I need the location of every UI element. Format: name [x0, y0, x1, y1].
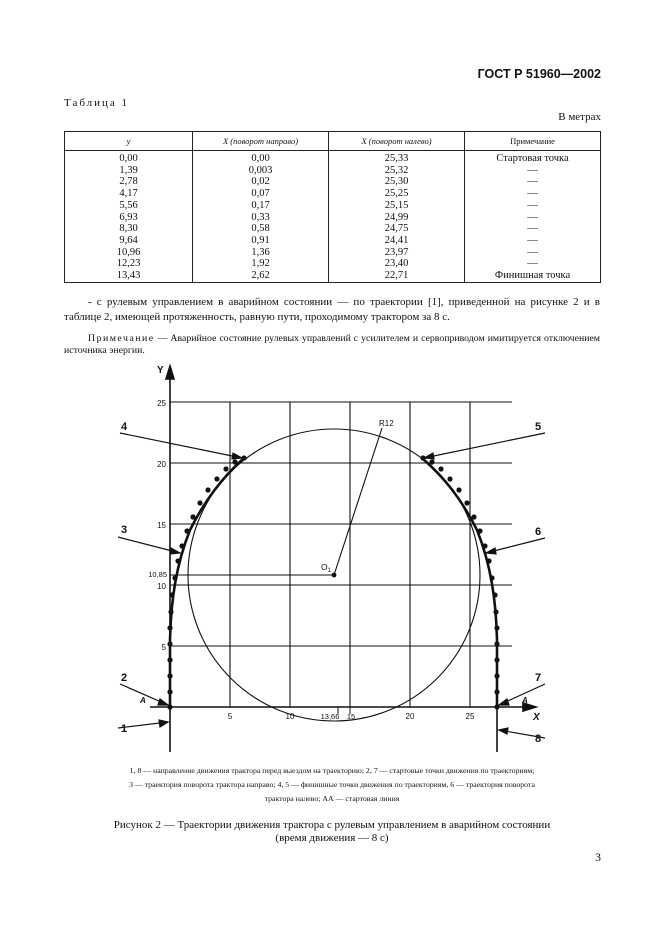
table-cell: 25,32	[329, 165, 465, 177]
callout-arrow-5	[424, 453, 434, 459]
table-cell: 10,96	[65, 247, 193, 259]
table-cell: 0,00	[193, 151, 329, 165]
table-cell: 25,15	[329, 200, 465, 212]
caption-line-1: Рисунок 2 — Траектории движения трактора с рулевым управлением в аварийном состоянии	[113, 819, 551, 831]
table-cell: —	[465, 247, 601, 259]
callout-2: 2	[121, 672, 128, 684]
table-cell: 13,43	[65, 270, 193, 282]
figure-caption	[64, 819, 600, 845]
trajectory-dot	[172, 575, 177, 580]
callout-arrow-4	[232, 453, 242, 459]
trajectory-dot	[167, 673, 172, 678]
radius-label: R12	[379, 419, 394, 428]
trajectory-dot	[429, 459, 434, 464]
legend-line-1: 1, 8 — направление движения трактора перед выездом на траекторию; 2, 7 — стартовые точки движения по траекториям;	[129, 766, 535, 775]
callout-arrow-8	[499, 728, 508, 734]
trajectory-dot	[464, 500, 469, 505]
trajectory-dot	[482, 543, 487, 548]
table-cell: 25,33	[329, 151, 465, 165]
table-cell: 0,00	[65, 151, 193, 165]
table-cell: 24,41	[329, 235, 465, 247]
trajectory-dot	[223, 466, 228, 471]
radius-line	[334, 428, 382, 575]
callout-6: 6	[535, 526, 542, 538]
callout-arrow-7	[499, 699, 509, 705]
legend-line-3: трактора налево; АА — стартовая линия	[264, 794, 400, 803]
trajectory-dot	[438, 466, 443, 471]
trajectory-dot	[493, 609, 498, 614]
trajectory-dot	[184, 528, 189, 533]
trajectory-dot	[169, 592, 174, 597]
center-point	[332, 573, 337, 578]
header-x-right: X (поворот направо)	[193, 132, 329, 151]
trajectory-dot	[456, 487, 461, 492]
x-tick-label-5: 5	[227, 712, 233, 721]
note-label: Примечание	[88, 333, 155, 344]
callout-8: 8	[535, 733, 542, 745]
table-cell: 0,17	[193, 200, 329, 212]
caption-line-2: (время движения — 8 с)	[275, 832, 389, 844]
trajectory-dot	[494, 641, 499, 646]
trajectory-dot	[494, 689, 499, 694]
trajectory-dot	[489, 575, 494, 580]
trajectory-dot	[167, 625, 172, 630]
callout-arrow-1	[159, 720, 168, 727]
trajectory-dot	[167, 657, 172, 662]
callout-3: 3	[121, 524, 128, 536]
callout-4: 4	[121, 421, 128, 433]
callout-arrow-2	[158, 699, 168, 705]
units-note: В метрах	[558, 111, 601, 123]
table-cell: 0,003	[193, 165, 329, 177]
callout-5: 5	[535, 421, 542, 433]
trajectory-dot	[175, 558, 180, 563]
start-line-label-left: A	[140, 696, 146, 705]
trajectory-dot	[167, 641, 172, 646]
table-cell: —	[465, 176, 601, 188]
table-cell: 1,36	[193, 247, 329, 259]
table-cell: 23,97	[329, 247, 465, 259]
x-tick-label-15: 15	[346, 712, 356, 721]
table-cell: 23,40	[329, 258, 465, 270]
table-cell: 0,91	[193, 235, 329, 247]
table-cell: 0,07	[193, 188, 329, 200]
callout-1: 1	[121, 723, 128, 735]
y-tick-10-85: 10,85	[148, 570, 167, 579]
table-cell: 1,39	[65, 165, 193, 177]
table-cell: 8,30	[65, 223, 193, 235]
trajectory-dot	[447, 476, 452, 481]
trajectory-dot	[168, 609, 173, 614]
y-tick-15: 15	[157, 521, 166, 530]
y-axis-arrow	[166, 366, 174, 379]
trajectory-dot	[167, 689, 172, 694]
trajectory-dot	[494, 625, 499, 630]
header-note: Примечание	[465, 132, 601, 151]
x-axis-label: X	[533, 712, 540, 723]
document-code: ГОСТ Р 51960—2002	[477, 67, 601, 81]
table-cell: —	[465, 165, 601, 177]
callout-arrow-3	[170, 548, 180, 554]
trajectory-dot	[471, 514, 476, 519]
callout-arrow-6	[486, 548, 496, 554]
legend-line-2: 3 — траектория поворота трактора направо; 4, 5 — финишные точки движения по траекториям, 6 — траектория поворота	[129, 780, 535, 789]
trajectory-dots	[167, 455, 499, 709]
table-cell: 12,23	[65, 258, 193, 270]
table-cell: —	[465, 212, 601, 224]
table-cell: 25,30	[329, 176, 465, 188]
trajectory-dot	[492, 592, 497, 597]
table-cell: 2,78	[65, 176, 193, 188]
table-cell: 0,33	[193, 212, 329, 224]
y-tick-10: 10	[157, 582, 166, 591]
table-cell: 6,93	[65, 212, 193, 224]
table-cell: 22,71	[329, 270, 465, 282]
trajectory-dot	[190, 514, 195, 519]
figure-legend	[64, 764, 600, 806]
right-turn-trajectory	[170, 458, 244, 707]
trajectory-dot	[486, 558, 491, 563]
trajectory-dot	[197, 500, 202, 505]
table-cell: 1,92	[193, 258, 329, 270]
callout-7: 7	[535, 672, 542, 684]
table-cell: —	[465, 258, 601, 270]
table-cell: —	[465, 200, 601, 212]
y-tick-25: 25	[157, 399, 166, 408]
x-tick-label-10: 10	[285, 712, 295, 721]
table-cell: Стартовая точка	[465, 151, 601, 165]
table-cell: 9,64	[65, 235, 193, 247]
trajectory-dot	[494, 673, 499, 678]
trajectory-dot	[214, 476, 219, 481]
table-cell: 4,17	[65, 188, 193, 200]
table-cell: 0,58	[193, 223, 329, 235]
x-tick-label-25: 25	[465, 712, 475, 721]
trajectory-dot	[494, 657, 499, 662]
start-line-label-right: A	[522, 696, 528, 705]
trajectory-dot	[477, 528, 482, 533]
header-x-left: X (поворот налево)	[329, 132, 465, 151]
table-cell: 2,62	[193, 270, 329, 282]
x-tick-label-20: 20	[405, 712, 415, 721]
table-cell: 25,25	[329, 188, 465, 200]
table-caption: Таблица 1	[64, 97, 130, 109]
table-cell: 24,99	[329, 212, 465, 224]
page-number: 3	[595, 850, 601, 864]
table-cell: 5,56	[65, 200, 193, 212]
note-text: — Аварийное состояние рулевых управлений с усилителем и сервоприводом имитируется отключением источника энергии.	[64, 333, 600, 356]
body-paragraph: - с рулевым управлением в аварийном состоянии — по траектории [1], приведенной на рисунке 2 и в таблице 2, имеющей протяженность, равную пути, проходимому трактором за 8 с.	[64, 296, 600, 323]
x-tick-label-13-66: 13,66	[320, 712, 340, 721]
callout-line-5	[424, 433, 545, 458]
axes	[150, 366, 536, 752]
table-cell: 0,02	[193, 176, 329, 188]
table-cell: —	[465, 223, 601, 235]
header-y: y	[65, 132, 193, 151]
trajectory-dot	[205, 487, 210, 492]
y-tick-5: 5	[161, 643, 166, 652]
table-cell: —	[465, 188, 601, 200]
y-tick-20: 20	[157, 460, 166, 469]
table-cell: —	[465, 235, 601, 247]
table-cell: 24,75	[329, 223, 465, 235]
callout-line-4	[120, 433, 242, 458]
trajectory-dot	[232, 459, 237, 464]
table-cell: Финишная точка	[465, 270, 601, 282]
left-turn-trajectory	[422, 458, 497, 707]
center-label: $O_1$	[321, 562, 331, 574]
y-axis-label: Y	[157, 365, 164, 376]
trajectory-dot	[179, 543, 184, 548]
